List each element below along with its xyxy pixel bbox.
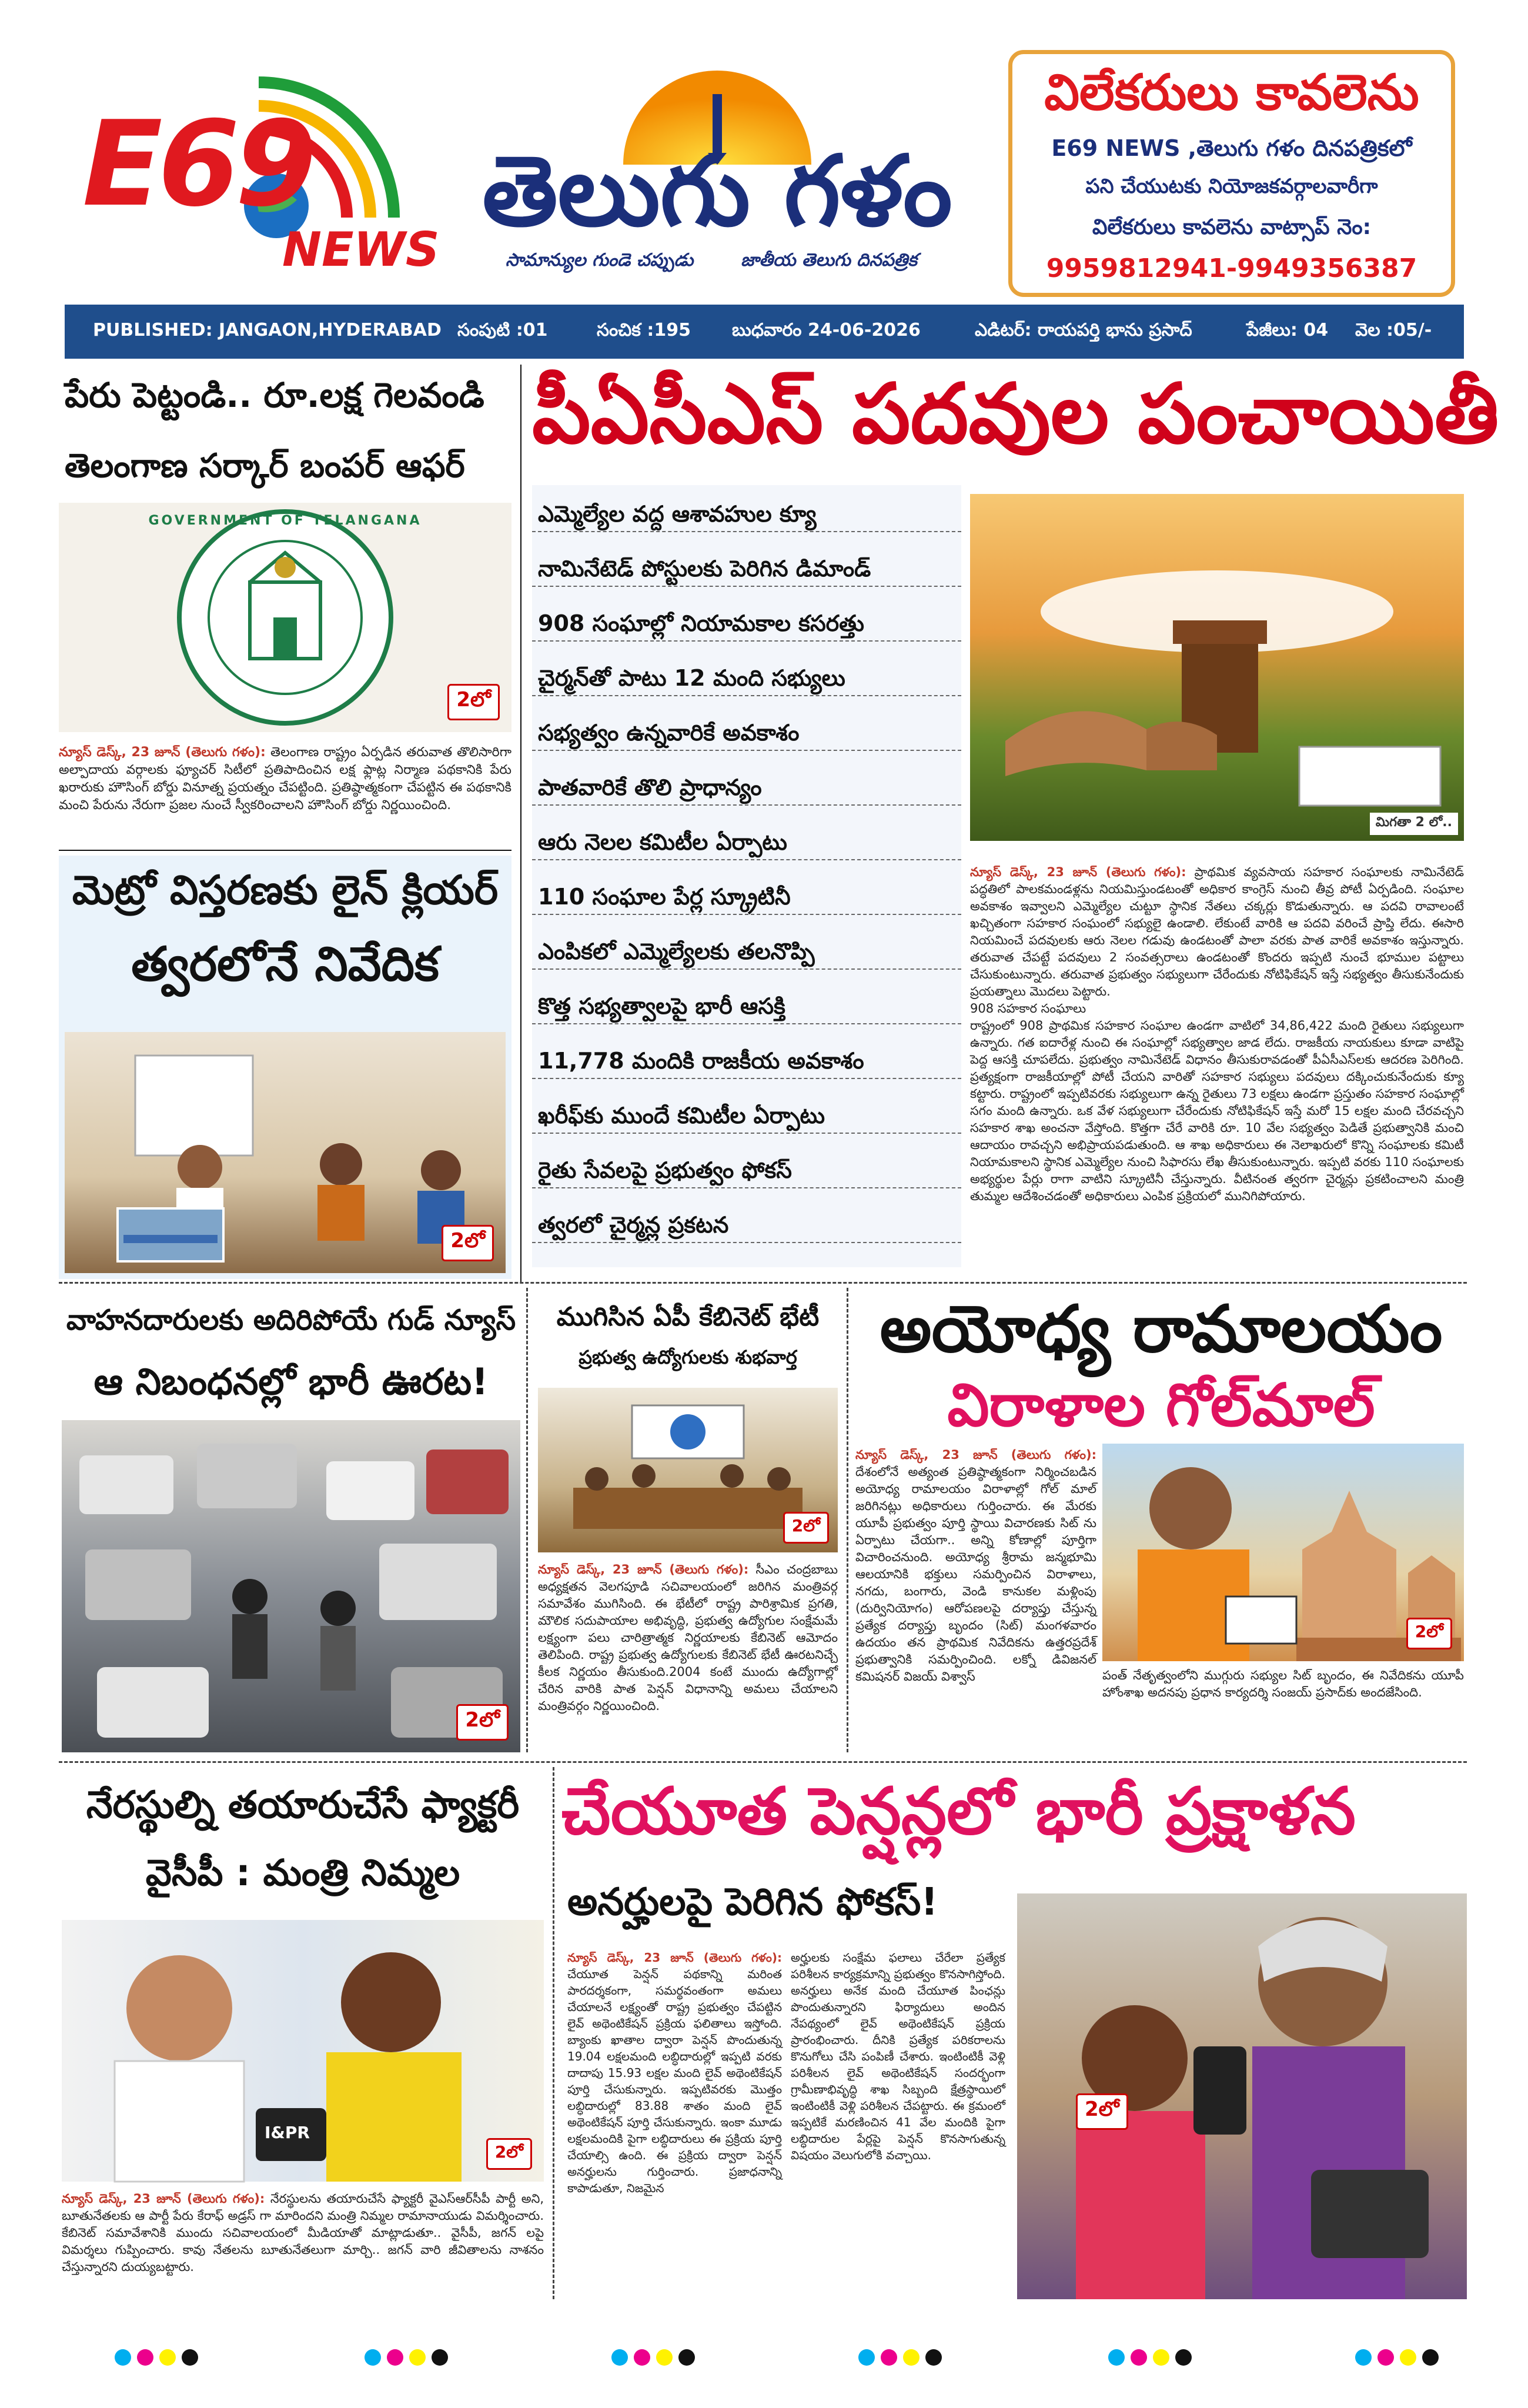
registration-dot	[409, 2349, 426, 2366]
issue-info: సంచిక :195	[597, 320, 691, 340]
registration-dot	[1377, 2349, 1394, 2366]
registration-dot	[182, 2349, 198, 2366]
divider	[526, 1288, 528, 1752]
lead-continued-badge: మిగతా 2 లో..	[1370, 813, 1458, 835]
lead-point-item: కొత్త సభ్యత్వాలపై భారీ ఆసక్తి	[532, 989, 961, 1024]
story1-continued-badge: 2లో	[447, 684, 500, 720]
ayodhya-headline2: విరాళాల గోల్‌మాల్	[947, 1371, 1375, 1440]
ad-line2: పని చేయుటకు నియోజకవర్గాలవారీగా	[1085, 175, 1378, 198]
e69-logo-text: E69	[82, 96, 312, 233]
metro-continued-badge: 2లో	[442, 1225, 494, 1261]
registration-dot	[858, 2349, 875, 2366]
registration-dot	[365, 2349, 381, 2366]
pension-headline2: అనర్హులపై పెరిగిన ఫోకస్!	[567, 1881, 938, 1924]
info-bar	[65, 305, 1464, 359]
ad-line1: E69 NEWS ,తెలుగు గళం దినపత్రికలో	[1051, 135, 1412, 161]
story-pension	[561, 1767, 1467, 2299]
lead-points-list	[532, 485, 961, 1267]
pension-body-col1: న్యూస్ డెస్క్, 23 జూన్ (తెలుగు గళం): చేయూత పెన్షన్ పథకాన్ని మరింత పారదర్శకంగా, సమర్థవంతంగా అమలు చేయాలనే లక్ష్యంతో రాష్ట్ర ప్రభుత్వం చేపట్టిన లైవ్ అథెంటికేషన్ ప్రక్రియ ఫలితాలు ఇస్తోంది. బ్యాంకు ఖాతాల ద్వారా పెన్షన్ పొందుతున్న 19.04 లక్షలమంది లబ్ధిదారుల్లో ఇప్పటి వరకు దాదాపు 15.93 లక్షల మంది లైవ్ అథెంటికేషన్ పూర్తి చేసుకున్నారు. ఇప్పటివరకు మొత్తం లబ్ధిదారుల్లో 83.88 శాతం మంది లైవ్ అథెంటికేషన్ పూర్తి చేసుకున్నారు. ఇంకా మూడు లక్షలమందికి పైగా లబ్ధిదారులు ఈ ప్రక్రియ పూర్తి చేయాల్సి ఉంది. ఈ ప్రక్రియ ద్వారా పెన్షన్ అనర్హులను గుర్తించారు. ప్రజాధనాన్ని కాపాడుతూ, నిజమైన	[567, 1951, 782, 2195]
leaders-icon	[62, 1920, 544, 2182]
published-info: PUBLISHED: JANGAON,HYDERABAD	[93, 320, 442, 340]
story-ycp	[59, 1770, 547, 2299]
divider	[59, 1282, 1467, 1284]
e69-news-logo	[82, 88, 440, 282]
registration-dot	[678, 2349, 695, 2366]
ayodhya-body-wide: పంత్ నేతృత్వంలోని ముగ్గురు సభ్యుల సిట్ బృందం, ఈ నివేదికను యూపీ హోంశాఖ అదనపు ప్రధాన కార్యదర్శి సంజయ్ ప్రసాద్‌కు అందజేసింది.	[1102, 1668, 1464, 1699]
price-info: వెల :05/-	[1355, 320, 1432, 340]
pension-image	[1017, 1893, 1467, 2299]
ad-title: విలేకరులు కావలెను	[1044, 64, 1419, 121]
lead-point-item: రైతు సేవలపై ప్రభుత్వం ఫోకస్	[532, 1153, 961, 1188]
ayodhya-headline1: అయోధ్య రామాలయం	[880, 1291, 1443, 1367]
registration-dot	[1175, 2349, 1192, 2366]
lead-body: న్యూస్ డెస్క్, 23 జూన్ (తెలుగు గళం): ప్రాథమిక వ్యవసాయ సహకార సంఘాలకు నామినేటెడ్ పద్ధతిలో పాలకమండళ్లను నియమిస్తుండటంతో అధికార కాంగ్రెస్ నుంచి తీవ్ర పోటీ ఏర్పడింది. సంఘాల అవకాశం ఇవ్వాలని ఎమ్మెల్యేల చుట్టూ స్థానిక నేతలు చక్కర్లు కొడుతున్నారు. ఆ పదవి రావాలంటే ఖచ్చితంగా సహకార సంఘంలో సభ్యులై ఉండాలి. లేకుంటే వారికి ఆ పదవి వరించే ప్రాప్తి లేదు. ఈసారి నియమించే పదవులకు ఆరు నెలల గడువు ఉండటంతో పాలా వరకు పాత వారికే అవకాశం ఇస్తున్నారు. తరువాత చేపట్టే పదవులు 2 సంవత్సరాలు ఉండటంతో కొందరు ఇప్పటి నుంచే భూముల పట్టాలు చేసుకుంటున్నారు. తరువాత ప్రభుత్వం సభ్యులుగా చేరేందుకు నోటిఫికేషన్ ఇస్తే సభ్యత్వం తీసుకునేందుకు ప్రయత్నాలు మొదలు పెట్టారు. 908 సహకార సంఘాలు రాష్ట్రంలో 908 ప్రాథమిక సహకార సంఘాల ఉండగా వాటిలో 34,86,422 మంది రైతులు సభ్యులుగా ఉన్నారు. గత ఐదారేళ్ల నుంచి ఈ సంఘాల్లో సభ్యత్వాల జాడ లేదు. రాజకీయ నాయకులు కూడా వాటిపై పెద్ద ఆసక్తి చూపలేదు. ప్రభుత్వం నామినేటెడ్ విధానం తీసుకురావడంతో పీఏసీఎస్‌లకు ఆదరణ పెరిగింది. ప్రత్యక్షంగా రాజకీయాల్లో పోటీ చేయని వారితో సహకార సభ్యులు పదవులు దక్కించుకునేందుకు క్యూ కట్టారు. రాష్ట్రంలో ఇప్పటివరకు సభ్యులుగా ఉన్న రైతులు 73 లక్షలు ఉండగా ప్రస్తుతం సహకార సంఘాల్లో సగం మంది ఉన్నారు. ఒక వేళ సభ్యులుగా చేరేందుకు నోటిఫికేషన్ ఇస్తే మరో 15 లక్షల మంది చేరవచ్చని సహకార శాఖ అంచనా వేస్తోంది. కొత్తగా చేరే వారికి రూ. 10 వేల సభ్యత్వం పెడితే ప్రభుత్వానికి మంచి ఆదాయం రావచ్చని అభిప్రాయపడుతుంది. ఆ శాఖ అధికారులు ఈ నెలాఖరులో కొన్ని సంఘాలకు కమిటీ నియామకాలని స్థానిక ఎమ్మెల్యేల నుంచి సిఫారసు లేఖ తీసుకుంటున్నారు. ఇప్పటి వరకు 110 సంఘాలకు అభ్యర్థుల పేర్లు రాగా వాటిని స్క్రూటినీ చేస్తున్నారు. వీటినంత త్వరగా చైర్మన్లు ప్రకటించాలని మంత్రి తుమ్మల ఆదేశించడంతో అధికారులు ఎంపిక ప్రక్రియలో మునిగిపోయారు.	[970, 865, 1465, 1203]
lead-point-item: నామినేటెడ్ పోస్టులకు పెరిగిన డిమాండ్	[532, 552, 961, 587]
story-cabinet	[535, 1291, 841, 1755]
registration-dot	[634, 2349, 650, 2366]
metro-headline2: త్వరలోనే నివేదిక	[131, 937, 439, 991]
vehicle-headline1: వాహనదారులకు అదిరిపోయే గుడ్ న్యూస్	[66, 1304, 516, 1337]
registration-dot	[432, 2349, 448, 2366]
pension-headline1: చేయూత పెన్షన్లలో భారీ ప్రక్షాళన	[561, 1774, 1356, 1849]
seal-text: GOVERNMENT OF TELANGANA	[148, 513, 422, 528]
story-name-contest	[59, 368, 511, 850]
story-vehicle	[59, 1291, 523, 1755]
ycp-leaders-image	[62, 1920, 544, 2182]
lead-point-item: ఆరు నెలల కమిటీల ఏర్పాటు	[532, 825, 961, 860]
ycp-body: న్యూస్ డెస్క్, 23 జూన్ (తెలుగు గళం): నేరస్థులను తయారుచేసే ఫ్యాక్టరీ వైఎస్ఆర్‌సీపీ పార్టీ అని, బూతునేతలకు ఆ పార్టీ పేరు కేరాఫ్ అడ్రస్ గా మారిందని మంత్రి నిమ్మల రామానాయుడు విమర్శించారు. కేబినెట్ సమావేశానికి ముందు సచివాలయంలో మీడియాతో మాట్లాడుతూ.. వైసీపీ, జగన్ లపై విమర్శలు గుప్పించారు. కావు నేతలను బూతునేతలుగా మార్చి.. జగన్ వారి జీవితాలను నాశనం చేస్తున్నారని దుయ్యబట్టారు.	[62, 2192, 544, 2274]
pacs-meeting-image	[970, 494, 1464, 841]
tagline-left: సామాన్యుల గుండె చప్పుడు	[506, 250, 694, 270]
lead-point-item: చైర్మన్‌తో పాటు 12 మంది సభ్యులు	[532, 661, 961, 696]
cabinet-continued-badge: 2లో	[783, 1512, 829, 1544]
volume-info: సంపుటి :01	[457, 320, 548, 340]
mic-label: I&PR	[265, 2123, 310, 2142]
vehicle-headline2: ఆ నిబంధనల్లో భారీ ఊరట!	[93, 1360, 489, 1403]
registration-dot	[881, 2349, 897, 2366]
traffic-icon	[62, 1420, 520, 1752]
ycp-headline2: వైసీపీ : మంత్రి నిమ్మల	[145, 1851, 460, 1894]
story1-headline2: తెలంగాణ సర్కార్ బంపర్ ఆఫర్	[65, 447, 465, 485]
registration-dot	[925, 2349, 942, 2366]
ayodhya-body-narrow: న్యూస్ డెస్క్, 23 జూన్ (తెలుగు గళం): దేశంలోనే అత్యంత ప్రతిష్ఠాత్మకంగా నిర్మించబడిన అయోధ్య రామాలయం విరాళాల్లో గోల్ మాల్ జరిగినట్లు అధికారులు గుర్తించారు. ఈ మేరకు యూపీ ప్రభుత్వం పూర్తి స్థాయి విచారణకు సిట్ ను ఏర్పాటు చేయగా.. అన్ని కోణాల్లో పూర్తిగా విచారించనుంది. అయోధ్య శ్రీరామ జన్మభూమి ఆలయానికి భక్తులు సమర్పించిన విరాళాలు, నగదు, బంగారు, వెండి కానుకల మళ్లింపు (దుర్వినియోగం) ఆరోపణలపై దర్యాప్తు చేస్తున్న ప్రత్యేక దర్యాప్తు బృందం (సిట్) మంగళవారం ఉదయం తన ప్రాథమిక నివేదికను ఉత్తరప్రదేశ్ ప్రభుత్వానికి సమర్పించింది. లక్నో డివిజనల్ కమిషనర్ విజయ్ విశ్వాస్	[855, 1448, 1096, 1684]
cabinet-meeting-image	[538, 1388, 838, 1552]
lead-point-item: ఎమ్మెల్యేల వద్ద ఆశావహుల క్యూ	[532, 497, 961, 532]
handshake-icon	[970, 494, 1464, 841]
ayodhya-continued-badge: 2లో	[1406, 1618, 1452, 1649]
lead-point-item: 908 సంఘాల్లో నియామకాల కసరత్తు	[532, 606, 961, 642]
traffic-image	[62, 1420, 520, 1752]
seal-icon	[59, 503, 511, 732]
cabinet-body: న్యూస్ డెస్క్, 23 జూన్ (తెలుగు గళం): సీఎం చంద్రబాబు అధ్యక్షతన వెలగపూడి సచివాలయంలో జరిగిన మంత్రివర్గ సమావేశం ముగిసింది. ఈ భేటీలో రాష్ట్ర పారిశ్రామిక ప్రగతి, మౌలిక సదుపాయాల అభివృద్ధి, ప్రభుత్వ ఉద్యోగుల సంక్షేమమే లక్ష్యంగా పలు చారిత్రాత్మక నిర్ణయాలకు కేబినెట్ ఆమోదం తెలిపింది. రాష్ట్ర ప్రభుత్వ ఉద్యోగులకు కేబినెట్ భేటీ ఊరటనిచ్చే కీలక నిర్ణయం తీసుకుంది.2004 కంటే ముందు ఉద్యోగాల్లో చేరిన వారికి పాత పెన్షన్ విధానాన్ని అమలు చేయాలని మంత్రివర్గం నిర్ణయించింది.	[538, 1562, 838, 1713]
metro-headline1: మెట్రో విస్తరణకు లైన్ క్లియర్	[72, 867, 499, 914]
ad-line3: విలేకరులు కావలెను వాట్సాప్ నెం:	[1092, 215, 1372, 239]
pension-continued-badge: 2లో	[1076, 2093, 1128, 2130]
lead-headline: పీఏసీఎస్ పదవుల పంచాయితీ	[532, 366, 1499, 462]
editor-info: ఎడిటర్: రాయపర్తి భాను ప్రసాద్	[975, 320, 1192, 340]
paper-title: తెలుగు గళం	[482, 135, 952, 248]
paper-title-block	[482, 88, 952, 282]
story1-body: న్యూస్ డెస్క్, 23 జూన్ (తెలుగు గళం): తెలంగాణ రాష్ట్రం ఏర్పడిన తరువాత తొలిసారిగా అల్పాదాయ వర్గాలకు ఫ్యూచర్ సిటీలో ప్రతిపాదించిన లక్ష ఫ్లాట్ల నిర్మాణ పథకానికి పేరు ఖరారుకు హౌసింగ్ బోర్డు వినూత్న ప్రయత్నం చేపట్టింది. ప్రతిష్ఠాత్మకంగా చేపట్టిన ఈ పథకానికి మంచి పేరును నేరుగా ప్రజల నుంచే స్వీకరించాలని హౌసింగ్ బోర్డు నిర్ణయించింది.	[59, 745, 511, 813]
lead-point-item: సభ్యత్వం ఉన్నవారికే అవకాశం	[532, 716, 961, 751]
lead-point-item: ఎంపికలో ఎమ్మెల్యేలకు తలనొప్పి	[532, 934, 961, 970]
lead-point-item: పాతవారికే తొలి ప్రాధాన్యం	[532, 770, 961, 806]
telangana-seal-image	[59, 503, 511, 732]
divider	[847, 1288, 848, 1752]
divider	[59, 850, 511, 851]
page-info: పేజీలు: 04	[1246, 320, 1329, 340]
meeting-icon	[65, 1032, 506, 1273]
ycp-continued-badge: 2లో	[486, 2138, 532, 2170]
reporters-wanted-ad	[1008, 50, 1455, 297]
divider	[59, 1761, 1467, 1763]
registration-dot	[1355, 2349, 1372, 2366]
cabinet-headline1: ముగిసిన ఏపీ కేబినెట్ భేటీ	[556, 1302, 820, 1332]
registration-dot	[1422, 2349, 1439, 2366]
story1-headline1: పేరు పెట్టండి.. రూ.లక్ష గెలవండి	[65, 375, 484, 415]
lead-point-item: త్వరలో చైర్మన్ల ప్రకటన	[532, 1208, 961, 1243]
registration-dot	[1108, 2349, 1125, 2366]
pension-body-col2: అర్హులకు సంక్షేమ ఫలాలు చేరేలా ప్రత్యేక పరిశీలన కార్యక్రమాన్ని ప్రభుత్వం కొనసాగిస్తోంది. అనర్హులు అనేక మంది చేయూత పింఛన్లు పొందుతున్నారని ఫిర్యాదులు అందిన నేపథ్యంలో లైవ్ అథెంటికేషన్ ప్రక్రియ ప్రారంభించారు. దీనికి ప్రత్యేక పరికరాలను కొనుగోలు చేసి పంపిణీ చేశారు. ఇంటింటికీ వెళ్లి పరిశీలన లైవ్ అథెంటికేషన్ సందర్భంగా గ్రామీణాభివృద్ధి శాఖ సిబ్బంది క్షేత్రస్థాయిలో ఇంటింటికీ వెళ్లి పరిశీలన చేపట్టారు. ఈ క్రమంలో ఇప్పటికే మరణించిన 41 వేల మందికి పైగా లబ్ధిదారుల పేర్లపై పెన్షన్ కొనసాగుతున్న విషయం వెలుగులోకి వచ్చాయి.	[791, 1951, 1005, 2162]
tagline-right: జాతీయ తెలుగు దినపత్రిక	[741, 250, 917, 270]
registration-dot	[656, 2349, 673, 2366]
registration-dot	[1400, 2349, 1416, 2366]
ycp-headline1: నేరస్థుల్ని తయారుచేసే ఫ్యాక్టరీ	[86, 1784, 520, 1827]
cabinet-headline2: ప్రభుత్వ ఉద్యోగులకు శుభవార్త	[579, 1346, 797, 1368]
lead-point-item: 11,778 మందికి రాజకీయ అవకాశం	[532, 1044, 961, 1079]
lead-point-item: ఖరీఫ్‌కు ముందే కమిటీల ఏర్పాటు	[532, 1098, 961, 1134]
registration-dot	[137, 2349, 153, 2366]
registration-dot	[1131, 2349, 1147, 2366]
registration-dot	[1153, 2349, 1169, 2366]
story-ayodhya	[855, 1288, 1467, 1755]
divider	[553, 1767, 554, 2299]
registration-dot	[159, 2349, 176, 2366]
registration-dot	[611, 2349, 628, 2366]
registration-dot	[115, 2349, 131, 2366]
vehicle-continued-badge: 2లో	[456, 1704, 509, 1741]
divider	[520, 365, 521, 1282]
ayodhya-image	[1102, 1444, 1464, 1661]
metro-meeting-image	[65, 1032, 506, 1273]
lead-point-item: 110 సంఘాల పేర్ల స్క్రూటినీ	[532, 880, 961, 915]
registration-dot	[387, 2349, 403, 2366]
registration-dot	[903, 2349, 920, 2366]
date-info: బుధవారం 24-06-2026	[732, 320, 921, 340]
story-metro	[59, 856, 511, 1279]
news-logo-text: NEWS	[282, 222, 440, 277]
ad-phones: 9959812941-9949356387	[1046, 253, 1417, 283]
